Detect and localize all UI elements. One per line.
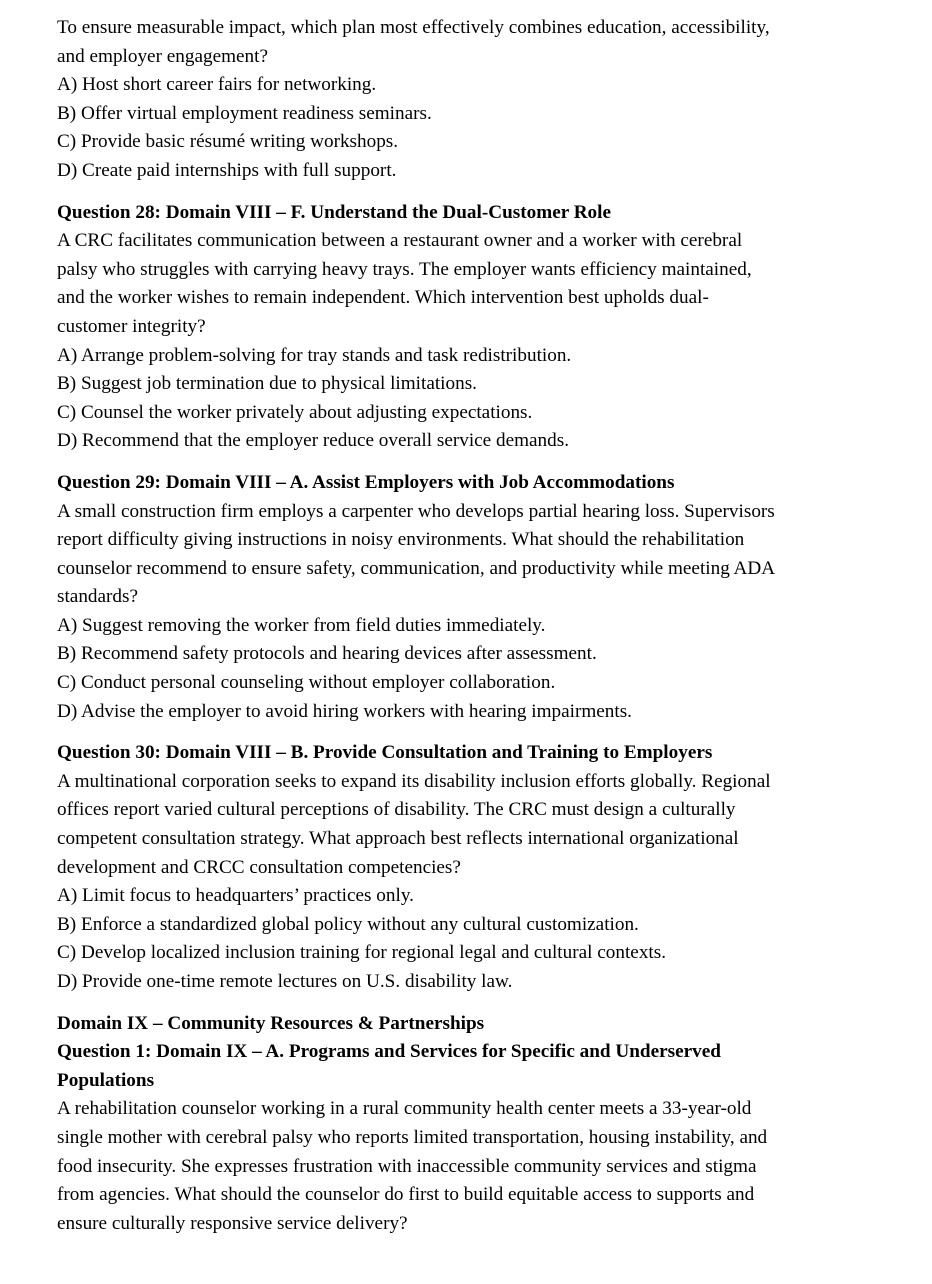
answer-choice: C) Provide basic résumé writing workshops. xyxy=(57,131,399,153)
question-body-line: report difficulty giving instructions in noisy environments. What should the rehabilitation xyxy=(57,529,745,551)
answer-choice: B) Recommend safety protocols and hearing devices after assessment. xyxy=(57,643,597,665)
question-body-line: A multinational corporation seeks to expand its disability inclusion efforts globally. Regional xyxy=(57,770,771,792)
question-heading: Question 29: Domain VIII – A. Assist Employers with Job Accommodations xyxy=(57,471,675,493)
answer-choice: D) Recommend that the employer reduce overall service demands. xyxy=(57,430,570,452)
answer-choice: D) Advise the employer to avoid hiring workers with hearing impairments. xyxy=(57,700,632,722)
question-body-line: palsy who struggles with carrying heavy trays. The employer wants efficiency maintained, xyxy=(57,258,752,280)
document-content xyxy=(57,14,872,1238)
question-body-line: and the worker wishes to remain independent. Which intervention best upholds dual- xyxy=(57,287,709,309)
answer-choice: C) Counsel the worker privately about adjusting expectations. xyxy=(57,401,533,423)
question-body-line: counselor recommend to ensure safety, communication, and productivity while meeting ADA xyxy=(57,557,776,579)
question-body-line: offices report varied cultural perceptions of disability. The CRC must design a culturally xyxy=(57,799,736,821)
question-28 xyxy=(57,199,857,456)
answer-choice: C) Develop localized inclusion training for regional legal and cultural contexts. xyxy=(57,942,667,964)
question-body-line: standards? xyxy=(57,586,138,608)
answer-choice: C) Conduct personal counseling without employer collaboration. xyxy=(57,672,556,694)
answer-choice: B) Suggest job termination due to physical limitations. xyxy=(57,373,477,395)
question-heading: Domain IX – Community Resources & Partnerships xyxy=(57,1012,485,1034)
question-body-line: and employer engagement? xyxy=(57,45,268,67)
question-body-line: A CRC facilitates communication between a restaurant owner and a worker with cerebral xyxy=(57,230,743,252)
answer-choice: B) Enforce a standardized global policy without any cultural customization. xyxy=(57,913,639,935)
question-29 xyxy=(57,469,857,726)
question-27-continuation xyxy=(57,14,857,186)
question-heading: Populations xyxy=(57,1069,155,1091)
question-heading: Question 28: Domain VIII – F. Understand the Dual-Customer Role xyxy=(57,201,611,223)
answer-choice: A) Suggest removing the worker from field duties immediately. xyxy=(57,614,546,636)
question-body-line: customer integrity? xyxy=(57,315,206,337)
question-30 xyxy=(57,739,857,996)
question-body-line: To ensure measurable impact, which plan most effectively combines education, accessibility, xyxy=(57,17,770,38)
answer-choice: D) Create paid internships with full support. xyxy=(57,159,397,181)
question-body-line: single mother with cerebral palsy who reports limited transportation, housing instability, and xyxy=(57,1126,768,1148)
answer-choice: D) Provide one-time remote lectures on U.S. disability law. xyxy=(57,971,513,992)
answer-choice: A) Limit focus to headquarters’ practices only. xyxy=(57,885,414,907)
question-body-line: from agencies. What should the counselor do first to build equitable access to supports and xyxy=(57,1184,755,1206)
question-body-line: development and CRCC consultation competencies? xyxy=(57,856,461,878)
question-body-line: food insecurity. She expresses frustration with inaccessible community services and stigma xyxy=(57,1155,757,1177)
answer-choice: A) Host short career fairs for networking. xyxy=(57,74,377,96)
question-heading: Question 1: Domain IX – A. Programs and Services for Specific and Underserved xyxy=(57,1041,721,1063)
domain-ix-question-1 xyxy=(57,1010,857,1239)
question-body-line: ensure culturally responsive service delivery? xyxy=(57,1212,408,1234)
question-body-line: competent consultation strategy. What approach best reflects international organizational xyxy=(57,828,739,850)
question-heading: Question 30: Domain VIII – B. Provide Consultation and Training to Employers xyxy=(57,742,713,764)
question-body-line: A rehabilitation counselor working in a rural community health center meets a 33-year-old xyxy=(57,1098,752,1120)
answer-choice: B) Offer virtual employment readiness seminars. xyxy=(57,102,432,124)
answer-choice: A) Arrange problem-solving for tray stands and task redistribution. xyxy=(57,344,572,366)
question-body-line: A small construction firm employs a carpenter who develops partial hearing loss. Supervisors xyxy=(57,500,775,522)
